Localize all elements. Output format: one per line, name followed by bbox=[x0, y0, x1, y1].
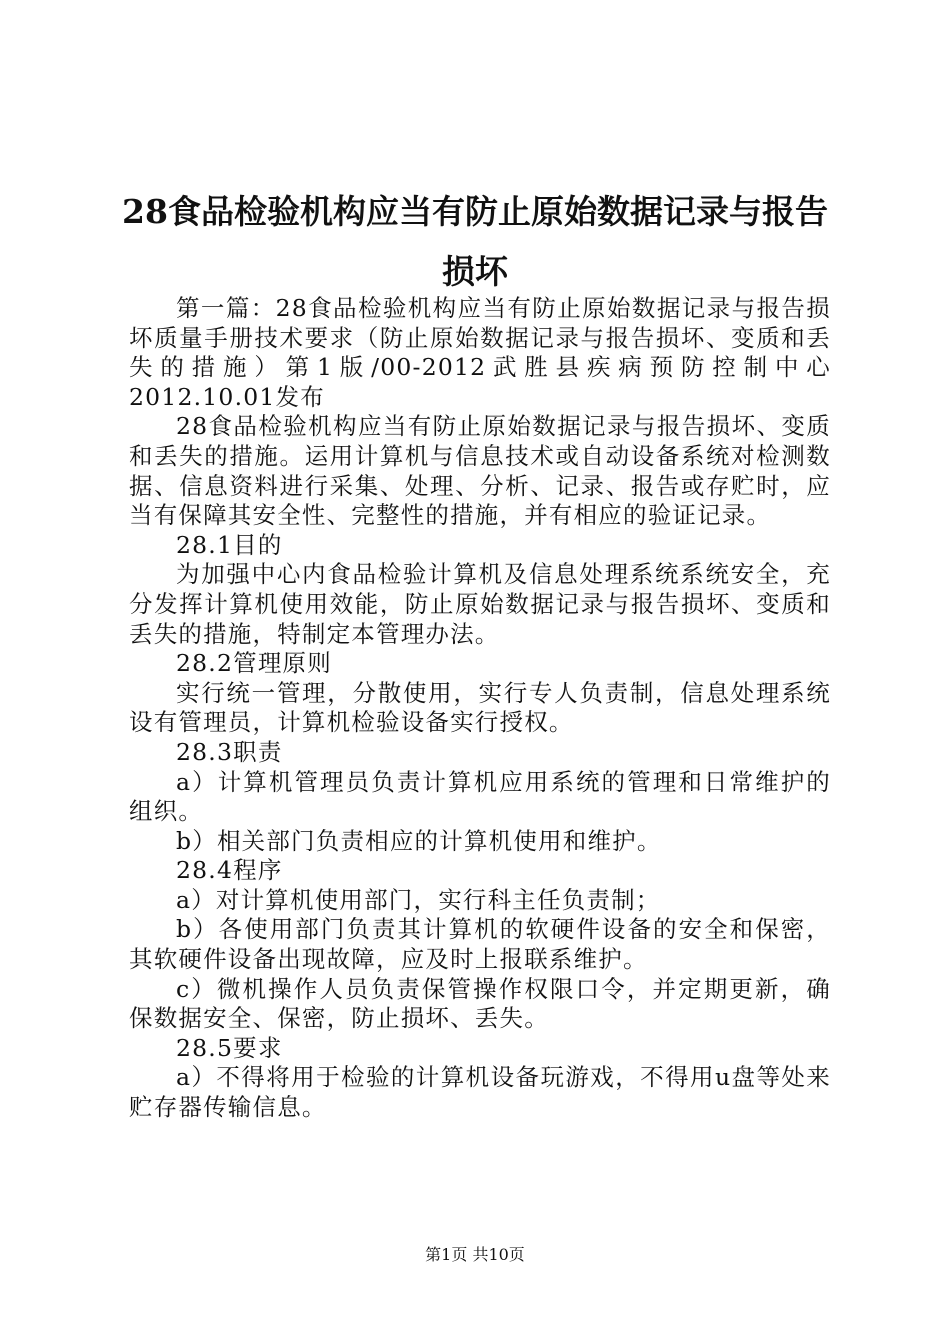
section-heading: 28.5要求 bbox=[176, 1033, 283, 1062]
document-title: 28食品检验机构应当有防止原始数据记录与报告损坏 bbox=[122, 192, 828, 291]
list-item: c）微机操作人员负责保管操作权限口令，并定期更新，确保数据安全、保密，防止损坏、丢失。 bbox=[129, 974, 831, 1033]
list-item: a）不得将用于检验的计算机设备玩游戏，不得用u盘等处来贮存器传输信息。 bbox=[129, 1063, 831, 1122]
list-item: a）计算机管理员负责计算机应用系统的管理和日常维护的组织。 bbox=[129, 767, 831, 826]
paragraph: 28食品检验机构应当有防止原始数据记录与报告损坏、变质和丢失的措施。运用计算机与信息技术或自动设备系统对检测数据、信息资料进行采集、处理、分析、记录、报告或存贮时，应当有保障其安全性、完整性的措施，并有相应的验证记录。 bbox=[129, 412, 831, 530]
section-heading: 28.2管理原则 bbox=[176, 649, 332, 678]
document-body bbox=[129, 294, 831, 1123]
paragraph: 第一篇：28食品检验机构应当有防止原始数据记录与报告损坏质量手册技术要求（防止原始数据记录与报告损坏、变质和丢失的措施）第1版/00-2012武胜县疾病预防控制中心2012.10.01发布 bbox=[129, 294, 831, 411]
section-heading: 28.1目的 bbox=[176, 530, 283, 559]
paragraph: 实行统一管理，分散使用，实行专人负责制，信息处理系统设有管理员，计算机检验设备实行授权。 bbox=[129, 678, 831, 737]
section-heading: 28.4程序 bbox=[176, 856, 283, 885]
paragraph: 为加强中心内食品检验计算机及信息处理系统系统安全，充分发挥计算机使用效能，防止原始数据记录与报告损坏、变质和丢失的措施，特制定本管理办法。 bbox=[129, 560, 831, 648]
list-item: b）相关部门负责相应的计算机使用和维护。 bbox=[176, 826, 662, 855]
page-footer: 第1页 共10页 bbox=[425, 1245, 525, 1264]
list-item: a）对计算机使用部门，实行科主任负责制； bbox=[176, 885, 661, 914]
list-item: b）各使用部门负责其计算机的软硬件设备的安全和保密，其软硬件设备出现故障，应及时上报联系维护。 bbox=[129, 915, 831, 974]
section-heading: 28.3职责 bbox=[176, 737, 283, 766]
